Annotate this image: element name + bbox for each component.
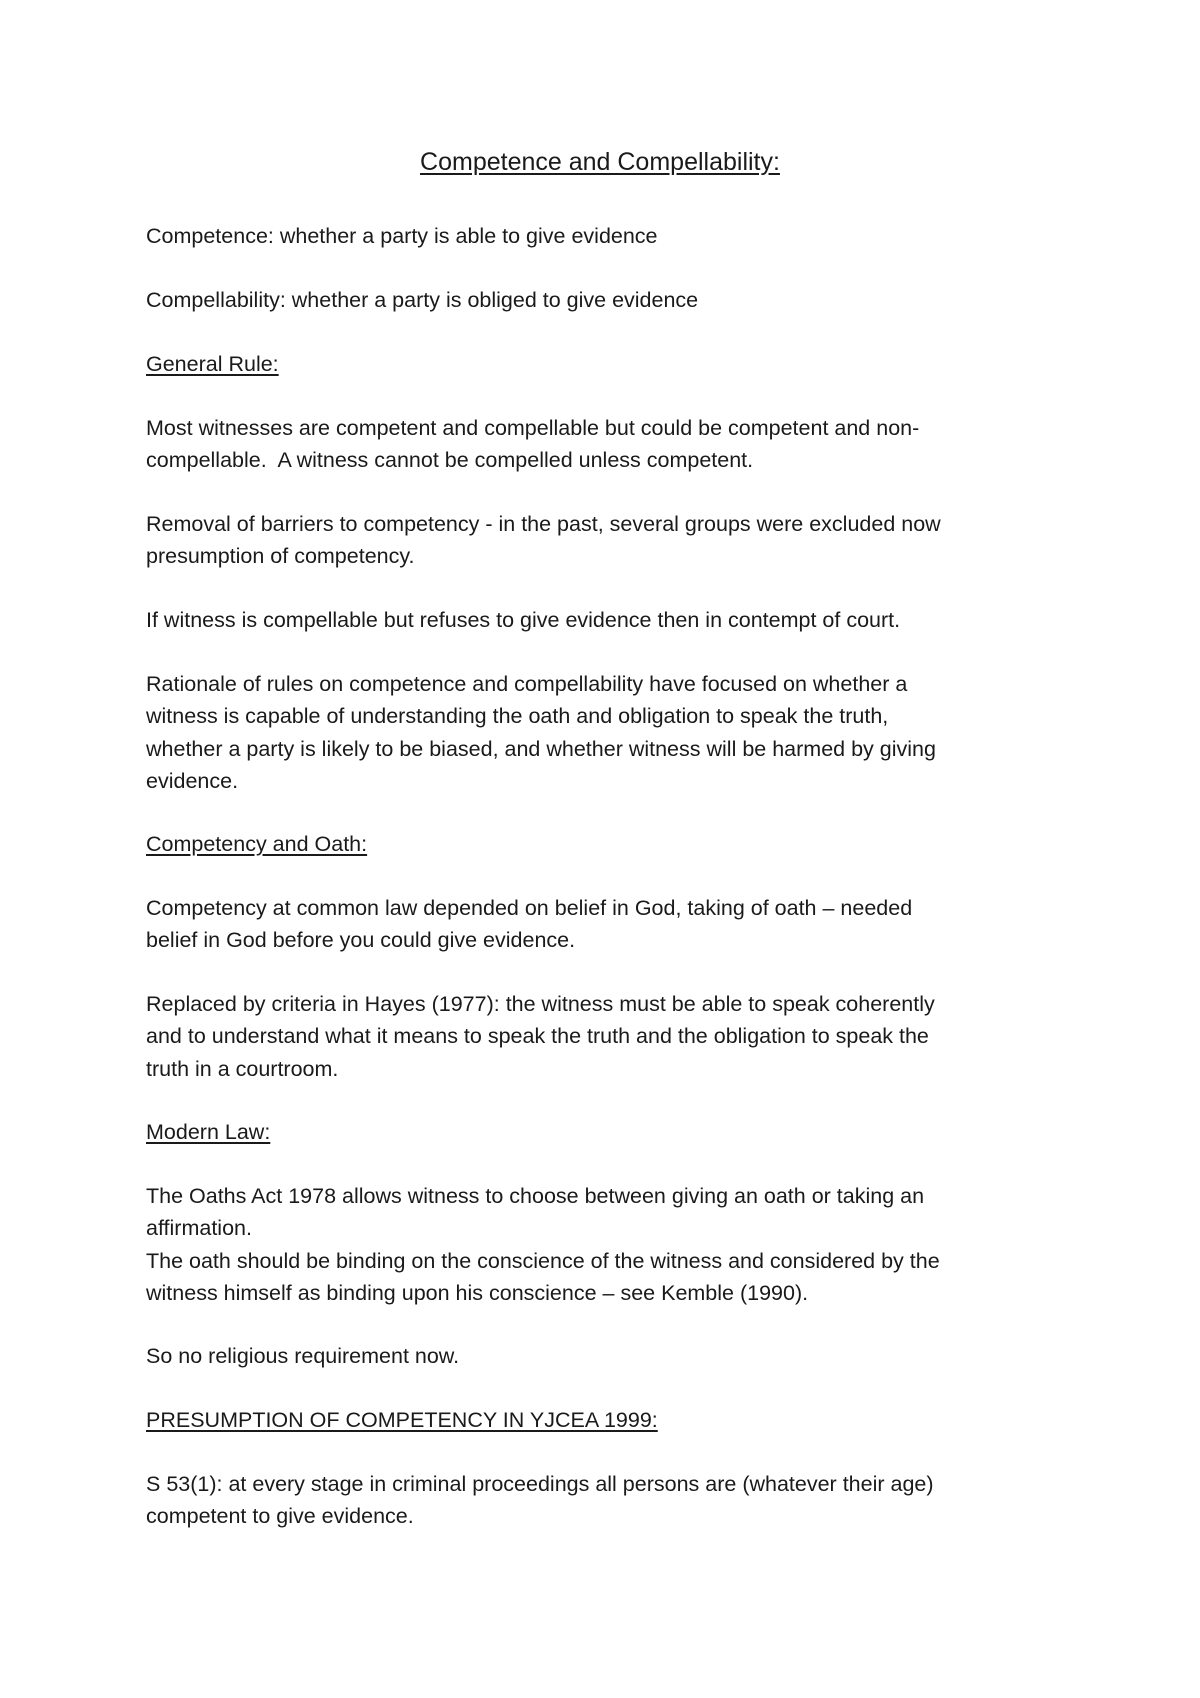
oath-paragraph-2 <box>146 988 1076 1085</box>
text-line: witness himself as binding upon his conscience – see Kemble (1990). <box>146 1280 809 1305</box>
general-rule-heading: General Rule: <box>146 352 279 376</box>
modern-law-heading: Modern Law: <box>146 1120 271 1144</box>
text-line: evidence. <box>146 768 239 793</box>
competence-definition: Competence: whether a party is able to give evidence <box>146 224 658 248</box>
rationale-paragraph <box>146 668 1076 797</box>
text-line: Replaced by criteria in Hayes (1977): the witness must be able to speak coherently <box>146 992 935 1016</box>
text-line: affirmation. <box>146 1216 252 1241</box>
text-line: compellable. A witness cannot be compelled unless competent. <box>146 448 754 473</box>
text-line: competent to give evidence. <box>146 1504 414 1529</box>
oath-paragraph-1 <box>146 892 1076 957</box>
text-line: The oath should be binding on the conscience of the witness and considered by the <box>146 1248 940 1273</box>
text-line: belief in God before you could give evidence. <box>146 928 576 953</box>
removal-of-barriers-paragraph <box>146 508 1076 573</box>
text-line: Removal of barriers to competency - in the past, several groups were excluded now <box>146 512 941 536</box>
s53-paragraph <box>146 1468 1076 1533</box>
text-line: witness is capable of understanding the oath and obligation to speak the truth, <box>146 704 889 729</box>
text-line: Rationale of rules on competence and compellability have focused on whether a <box>146 672 908 696</box>
text-line: The Oaths Act 1978 allows witness to choose between giving an oath or taking an <box>146 1184 925 1208</box>
text-line: truth in a courtroom. <box>146 1056 339 1081</box>
text-line: whether a party is likely to be biased, and whether witness will be harmed by giving <box>146 736 936 761</box>
text-line: Competency at common law depended on belief in God, taking of oath – needed <box>146 896 913 920</box>
text-line: S 53(1): at every stage in criminal proceedings all persons are (whatever their age) <box>146 1472 934 1496</box>
modern-law-paragraph-2: So no religious requirement now. <box>146 1344 460 1368</box>
text-line: Most witnesses are competent and compellable but could be competent and non- <box>146 416 920 440</box>
general-rule-paragraph <box>146 412 1076 477</box>
modern-law-paragraph-1 <box>146 1180 1076 1309</box>
document-title: Competence and Compellability: <box>420 148 780 176</box>
text-line: and to understand what it means to speak the truth and the obligation to speak the <box>146 1024 929 1049</box>
presumption-heading: PRESUMPTION OF COMPETENCY IN YJCEA 1999: <box>146 1408 658 1432</box>
contempt-paragraph: If witness is compellable but refuses to give evidence then in contempt of court. <box>146 608 901 632</box>
compellability-definition: Compellability: whether a party is obliged to give evidence <box>146 288 699 312</box>
text-line: presumption of competency. <box>146 544 415 569</box>
oath-heading: Competency and Oath: <box>146 832 368 856</box>
